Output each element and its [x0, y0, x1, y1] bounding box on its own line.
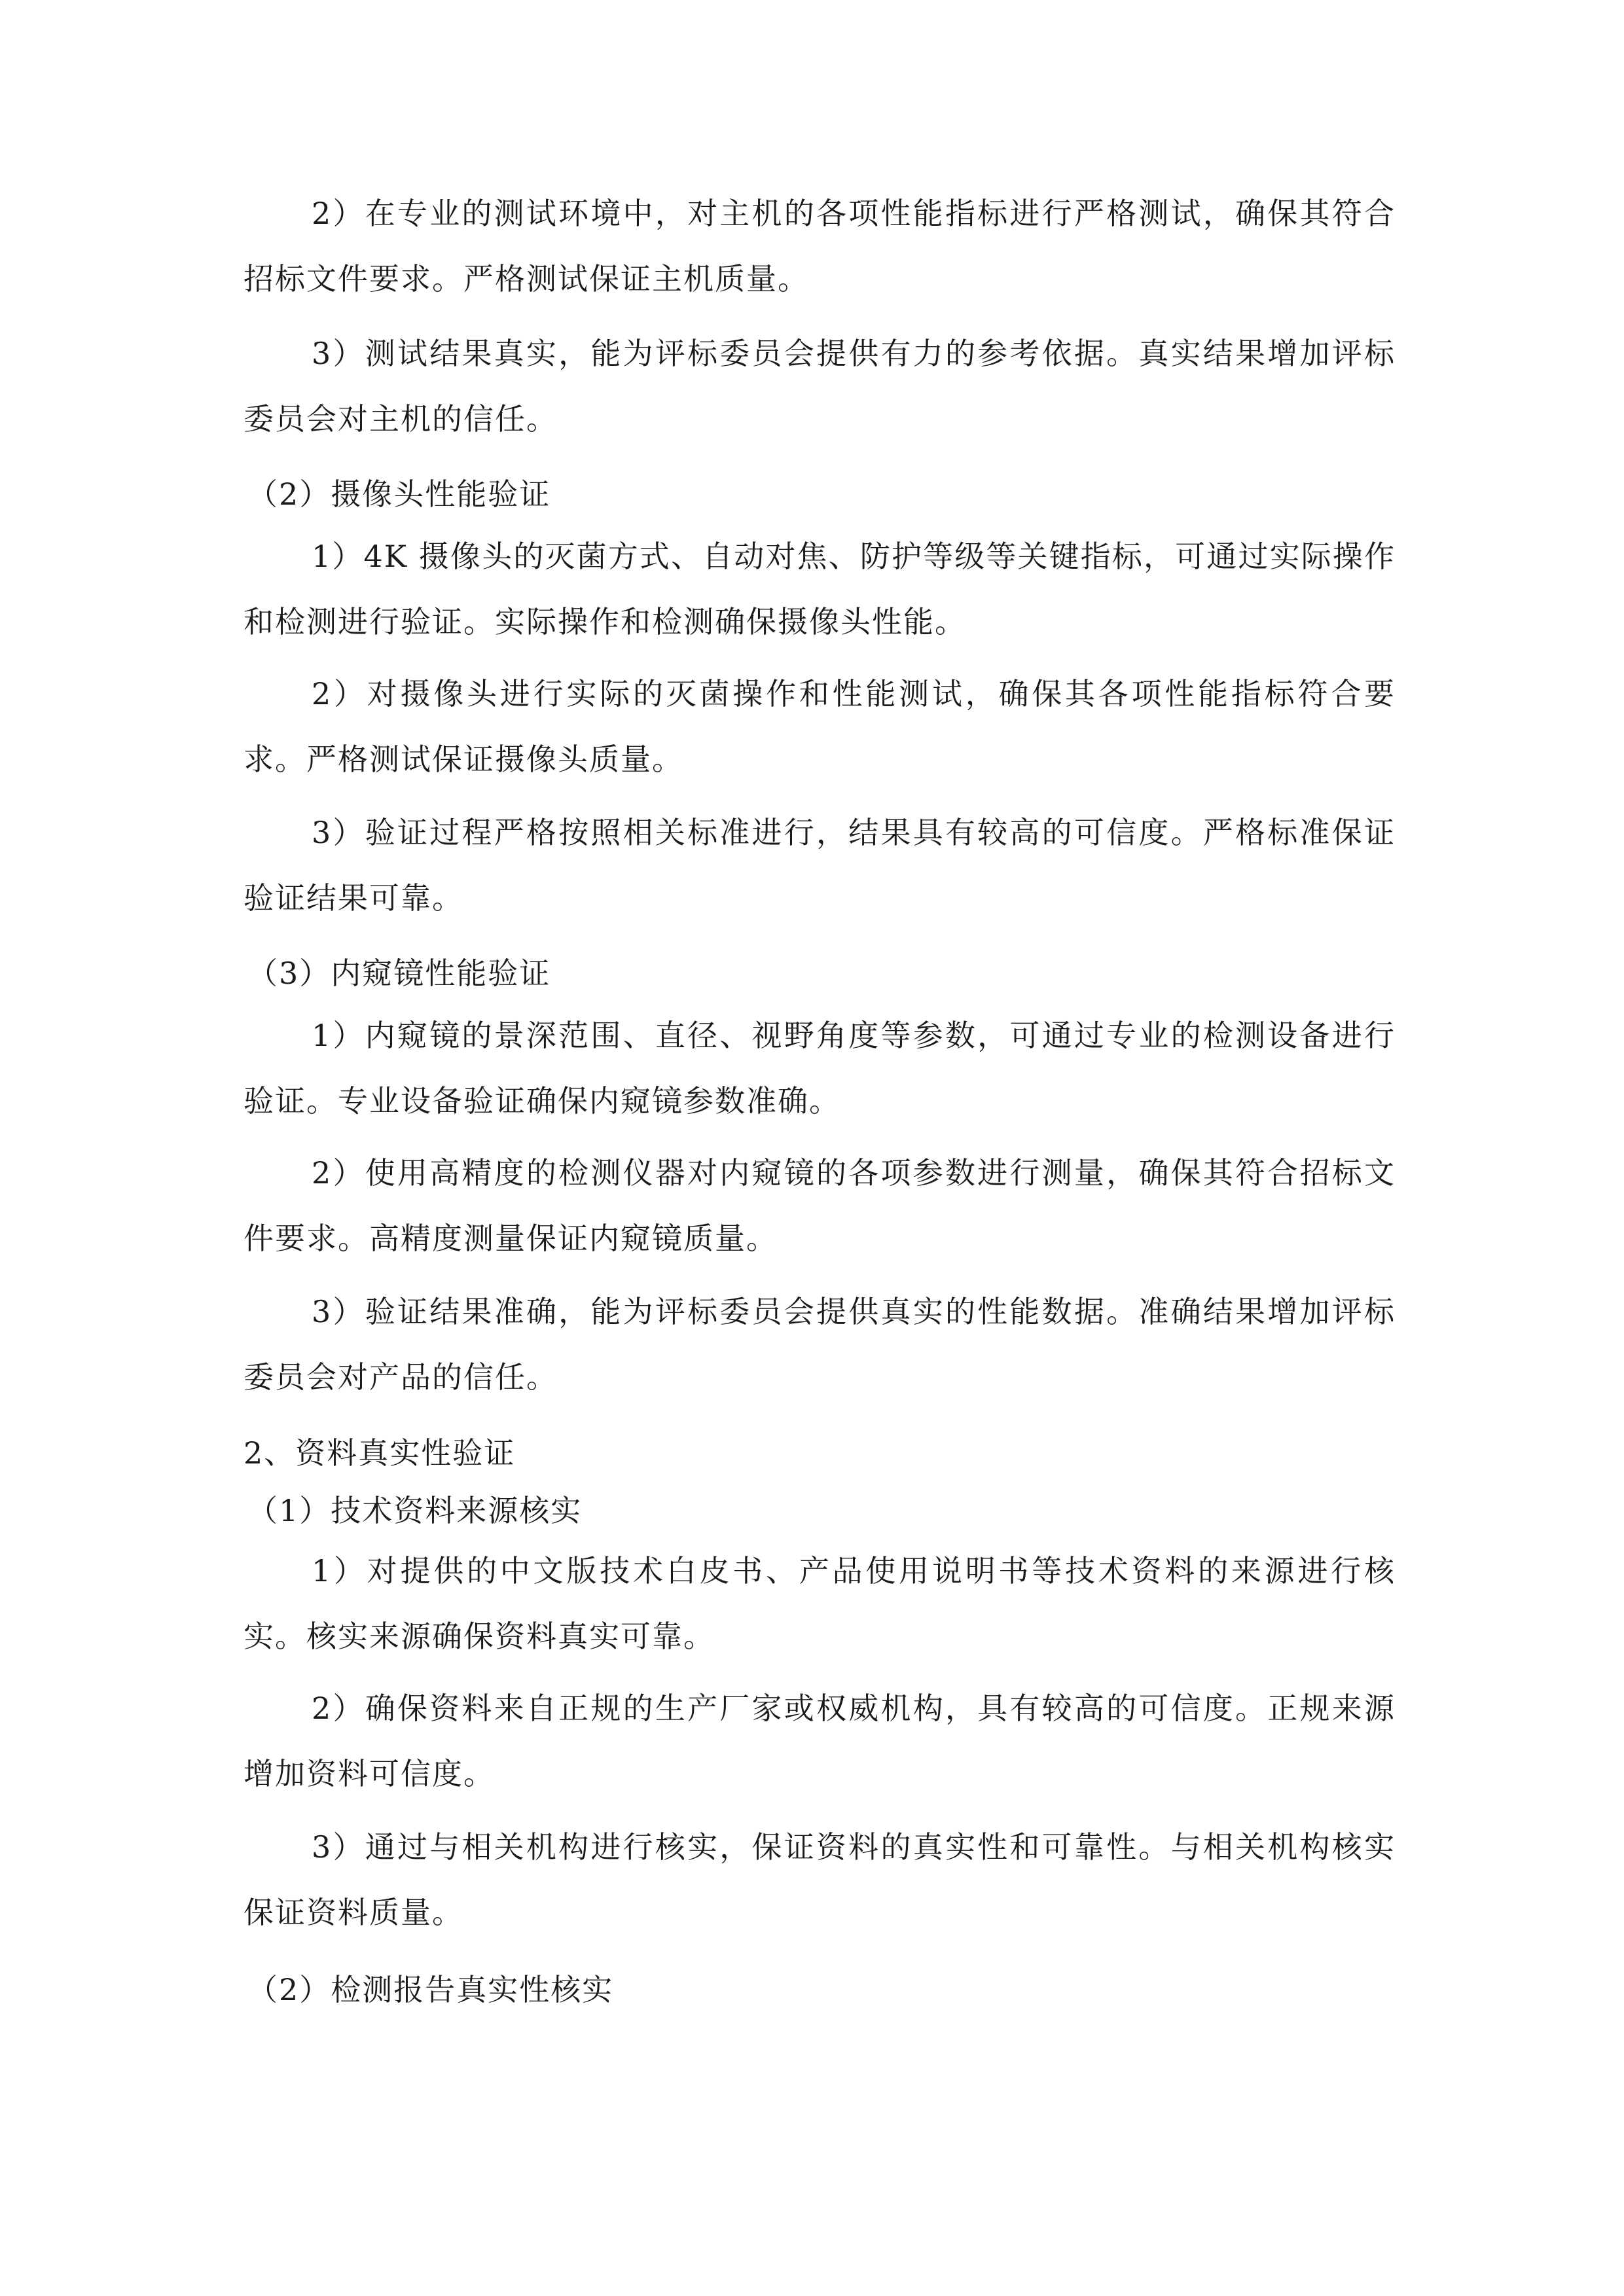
paragraph-tech-docs-3: 3）通过与相关机构进行核实，保证资料的真实性和可靠性。与相关机构核实保证资料质量。	[244, 1829, 1396, 1930]
subheading-test-report-authenticity: （2）检测报告真实性核实	[247, 1972, 614, 2007]
paragraph-host-test-3: 3）测试结果真实，能为评标委员会提供有力的参考依据。真实结果增加评标委员会对主机的信任。	[244, 336, 1396, 437]
paragraph-endoscope-1: 1）内窥镜的景深范围、直径、视野角度等参数，可通过专业的检测设备进行验证。专业设备验证确保内窥镜参数准确。	[244, 1018, 1396, 1119]
paragraph-camera-3: 3）验证过程严格按照相关标准进行，结果具有较高的可信度。严格标准保证验证结果可靠。	[244, 815, 1396, 916]
section-heading-data-authenticity: 2、资料真实性验证	[244, 1435, 516, 1471]
subheading-endoscope-verification: （3）内窥镜性能验证	[247, 956, 551, 991]
paragraph-host-test-2: 2）在专业的测试环境中，对主机的各项性能指标进行严格测试，确保其符合招标文件要求。严格测试保证主机质量。	[244, 196, 1396, 296]
paragraph-tech-docs-2: 2）确保资料来自正规的生产厂家或权威机构，具有较高的可信度。正规来源增加资料可信度。	[244, 1691, 1396, 1791]
paragraph-camera-1: 1）4K 摄像头的灭菌方式、自动对焦、防护等级等关键指标，可通过实际操作和检测进行验证。实际操作和检测确保摄像头性能。	[244, 539, 1396, 639]
paragraph-tech-docs-1: 1）对提供的中文版技术白皮书、产品使用说明书等技术资料的来源进行核实。核实来源确保资料真实可靠。	[244, 1553, 1396, 1654]
paragraph-endoscope-2: 2）使用高精度的检测仪器对内窥镜的各项参数进行测量，确保其符合招标文件要求。高精度测量保证内窥镜质量。	[244, 1155, 1396, 1256]
paragraph-endoscope-3: 3）验证结果准确，能为评标委员会提供真实的性能数据。准确结果增加评标委员会对产品的信任。	[244, 1294, 1396, 1395]
subheading-tech-docs-source: （1）技术资料来源核实	[247, 1493, 583, 1528]
paragraph-camera-2: 2）对摄像头进行实际的灭菌操作和性能测试，确保其各项性能指标符合要求。严格测试保证摄像头质量。	[244, 676, 1396, 777]
subheading-camera-verification: （2）摄像头性能验证	[247, 476, 551, 512]
